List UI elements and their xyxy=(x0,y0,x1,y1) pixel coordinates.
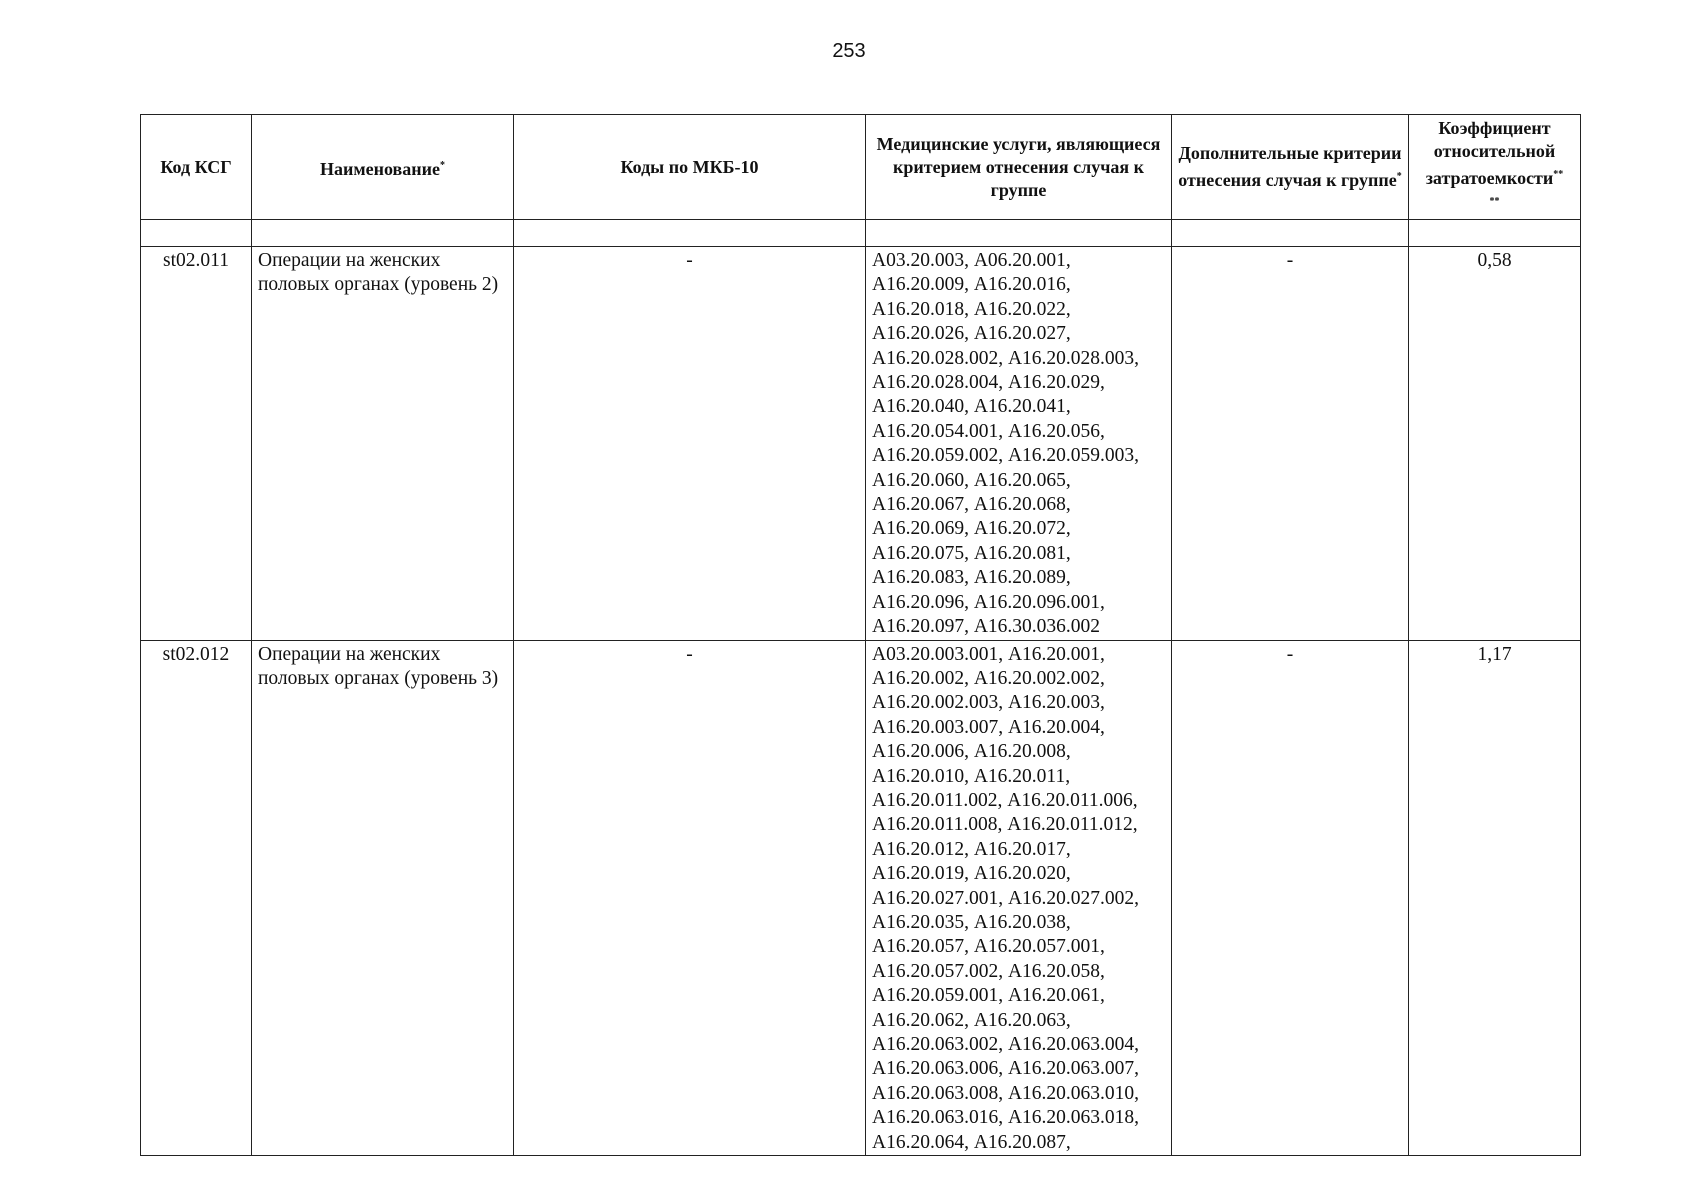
cell-services: А03.20.003, А06.20.001, А16.20.009, А16.20.016, А16.20.018, А16.20.022, А16.20.026, А16.20.027, А16.20.028.002, А16.20.028.003, А16.20.028.004, А16.20.029, А16.20.040, А16.20.041, А16.20.054.001, А16.20.056, А16.20.059.002, А16.20.059.003, А16.20.060, А16.20.065, А16.20.067, А16.20.068, А16.20.069, А16.20.072, А16.20.075, А16.20.081, А16.20.083, А16.20.089, А16.20.096, А16.20.096.001, А16.20.097, А16.30.036.002 xyxy=(866,247,1172,641)
cell-code: st02.011 xyxy=(141,247,252,641)
cell-name: Операции на женских половых органах (уровень 2) xyxy=(252,247,514,641)
table-row xyxy=(141,247,1581,641)
header-services: Медицинские услуги, являющиеся критерием отнесения случая к группе xyxy=(866,115,1172,220)
cell-code: st02.012 xyxy=(141,640,252,1156)
cell-icd: - xyxy=(514,640,866,1156)
cell-coefficient: 0,58 xyxy=(1409,247,1581,641)
cell-icd: - xyxy=(514,247,866,641)
ksg-table xyxy=(140,114,1581,1156)
footnote-mark: ** xyxy=(1489,196,1500,207)
header-icd: Коды по МКБ-10 xyxy=(514,115,866,220)
footnote-mark: * xyxy=(440,159,445,171)
page-number: 253 xyxy=(832,40,866,62)
header-additional: Дополнительные критерии отнесения случая к группе* xyxy=(1172,115,1409,220)
cell-additional: - xyxy=(1172,247,1409,641)
spacer-row xyxy=(141,220,1581,247)
header-coefficient: Коэффициент относительной затратоемкости** ** xyxy=(1409,115,1581,220)
footnote-mark: * xyxy=(1396,171,1402,182)
table-header-row xyxy=(141,115,1581,220)
header-name: Наименование* xyxy=(252,115,514,220)
table-row xyxy=(141,640,1581,1156)
cell-additional: - xyxy=(1172,640,1409,1156)
footnote-mark: ** xyxy=(1553,169,1564,180)
cell-coefficient: 1,17 xyxy=(1409,640,1581,1156)
header-code: Код КСГ xyxy=(141,115,252,220)
cell-services: А03.20.003.001, А16.20.001, А16.20.002, А16.20.002.002, А16.20.002.003, А16.20.003, А16.20.003.007, А16.20.004, А16.20.006, А16.20.008, А16.20.010, А16.20.011, А16.20.011.002, А16.20.011.006, А16.20.011.008, А16.20.011.012, А16.20.012, А16.20.017, А16.20.019, А16.20.020, А16.20.027.001, А16.20.027.002, А16.20.035, А16.20.038, А16.20.057, А16.20.057.001, А16.20.057.002, А16.20.058, А16.20.059.001, А16.20.061, А16.20.062, А16.20.063, А16.20.063.002, А16.20.063.004, А16.20.063.006, А16.20.063.007, А16.20.063.008, А16.20.063.010, А16.20.063.016, А16.20.063.018, А16.20.064, А16.20.087, xyxy=(866,640,1172,1156)
cell-name: Операции на женских половых органах (уровень 3) xyxy=(252,640,514,1156)
